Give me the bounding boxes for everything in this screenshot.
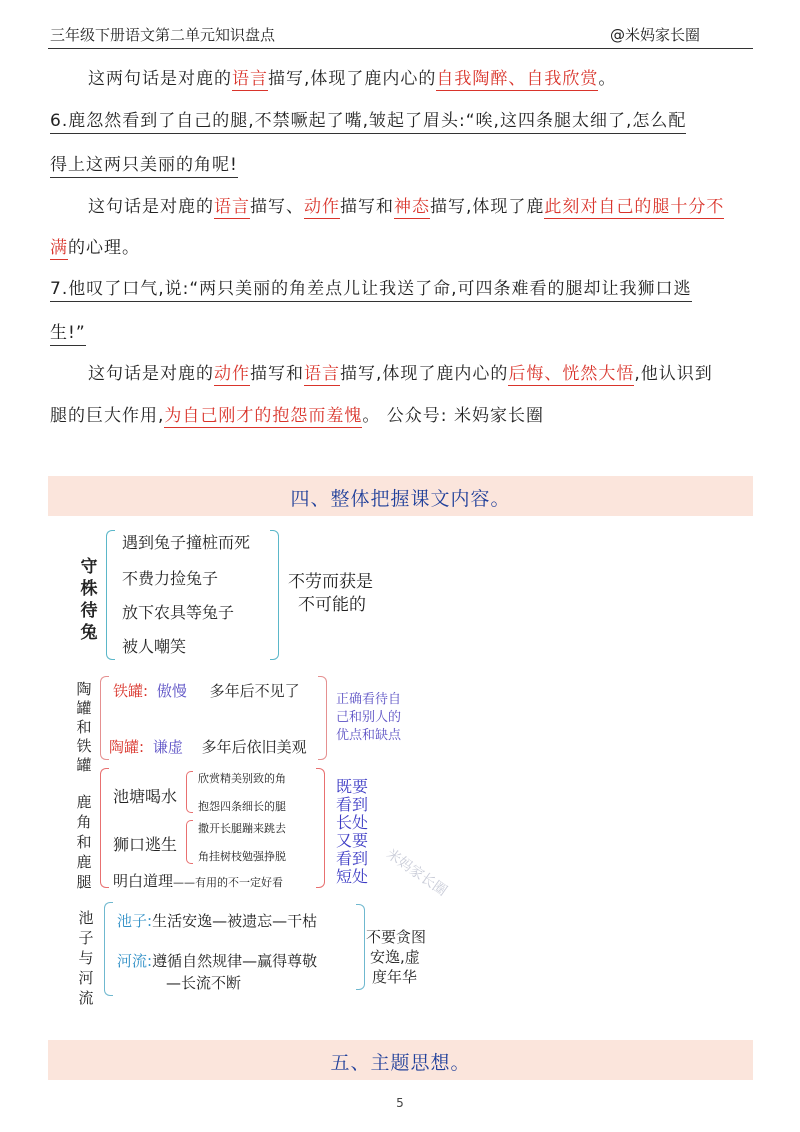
taoguan-result: 优点和缺点 — [336, 728, 402, 743]
river-row — [117, 950, 317, 971]
lujiao-result: 既要看到长处又要看到短处 — [336, 777, 369, 886]
keyword: 动作 — [214, 364, 250, 384]
pool-label: 池子: — [117, 912, 153, 930]
quote-text: 生!” — [50, 323, 86, 346]
para3-text: 这句话是对鹿的 — [88, 364, 214, 384]
para1-text: 描写,体现了鹿内心的 — [268, 69, 437, 89]
header-account: @米妈家长圈 — [609, 26, 700, 44]
keyword: 神态 — [394, 197, 430, 217]
chizi-title: 池子与河流 — [78, 909, 94, 1007]
para-1 — [88, 64, 616, 89]
item-6-line1 — [50, 106, 686, 131]
item-7-line1 — [50, 274, 692, 299]
keyword: 动作 — [304, 197, 340, 217]
para1-text: 这两句话是对鹿的 — [88, 69, 232, 89]
tao-trait: 谦虚 — [152, 738, 183, 756]
keyword: 语言 — [232, 69, 268, 89]
quote-text: 7.他叹了口气,说:“两只美丽的角差点儿让我送了命,可四条难看的腿却让我狮口逃 — [50, 279, 692, 302]
lu-b2: 角挂树枝勉强挣脱 — [198, 850, 286, 863]
para2-text: 这句话是对鹿的 — [88, 197, 214, 217]
lu-c-row — [113, 870, 283, 891]
chizi-result: 安逸,虚 — [370, 948, 420, 966]
para-2-line1 — [88, 192, 724, 217]
para3-text: 描写和 — [250, 364, 304, 384]
taoguan-result: 己和别人的 — [336, 710, 402, 725]
left-brace — [104, 902, 113, 996]
river-text: 遵循自然规律—赢得尊敬 — [152, 952, 318, 970]
keyword: 语言 — [214, 197, 250, 217]
tao-end: 多年后依旧美观 — [201, 738, 307, 756]
river-text-2: —长流不断 — [166, 974, 242, 992]
para3-text: 。 公众号: 米妈家长圈 — [362, 406, 544, 426]
lu-c: 明白道理 — [113, 872, 174, 890]
lu-a1: 欣赏精美别致的角 — [198, 772, 286, 785]
right-brace — [318, 676, 327, 760]
sub-brace — [186, 771, 193, 813]
shouzhu-item: 放下农具等兔子 — [122, 603, 235, 622]
lu-b1: 撒开长腿蹦来跳去 — [198, 822, 286, 835]
sub-brace — [186, 820, 193, 864]
right-brace — [356, 904, 365, 990]
shouzhu-title: 守株待兔 — [80, 557, 98, 643]
chizi-result: 度年华 — [372, 968, 418, 986]
keyword: 为自己刚才的抱怨而羞愧 — [164, 406, 363, 426]
page-number: 5 — [396, 1096, 404, 1110]
section-5-bar — [48, 1040, 753, 1080]
para-3-line2 — [50, 401, 544, 426]
pool-text: 生活安逸—被遗忘—干枯 — [152, 912, 318, 930]
keyword: 自我陶醉、自我欣赏 — [436, 69, 599, 89]
para-2-line2 — [50, 233, 140, 258]
keyword: 后悔、恍然大悟 — [508, 364, 635, 384]
shouzhu-item: 被人嘲笑 — [122, 637, 187, 656]
para3-text: ,他认识到 — [634, 364, 713, 384]
tie-end: 多年后不见了 — [209, 682, 300, 700]
left-brace — [100, 768, 109, 888]
section-4-bar — [48, 476, 753, 516]
para3-text: 描写,体现了鹿内心的 — [340, 364, 509, 384]
para1-text: 。 — [598, 69, 617, 89]
shouzhu-item: 遇到兔子撞桩而死 — [122, 533, 251, 552]
tie-trait: 傲慢 — [156, 682, 187, 700]
keyword: 语言 — [304, 364, 340, 384]
taoguan-result: 正确看待自 — [336, 692, 402, 707]
para2-text: 的心理。 — [68, 238, 140, 258]
quote-text: 6.鹿忽然看到了自己的腿,不禁噘起了嘴,皱起了眉头:“唉,这四条腿太细了,怎么配 — [50, 111, 686, 134]
chizi-result: 不要贪图 — [366, 928, 427, 946]
lu-a2: 抱怨四条细长的腿 — [198, 800, 286, 813]
lujiao-title: 鹿角和鹿腿 — [76, 793, 92, 891]
lu-c1: ——有用的不一定好看 — [173, 876, 284, 889]
header-title: 三年级下册语文第二单元知识盘点 — [50, 26, 276, 44]
tao-row — [109, 736, 307, 757]
tie-label: 铁罐: — [113, 682, 149, 700]
lu-b: 狮口逃生 — [113, 835, 178, 854]
item-7-line2 — [50, 318, 86, 343]
para2-text: 描写和 — [340, 197, 394, 217]
para2-text: 描写,体现了鹿 — [430, 197, 545, 217]
left-brace — [106, 530, 115, 660]
item-6-line2 — [50, 150, 238, 175]
shouzhu-result: 不可能的 — [298, 595, 366, 615]
keyword: 此刻对自己的腿十分不 — [544, 197, 725, 217]
right-brace — [270, 530, 279, 660]
section-4-title: 四、整体把握课文内容。 — [290, 488, 511, 510]
river-label: 河流: — [117, 952, 153, 970]
para3-text: 腿的巨大作用, — [50, 406, 165, 426]
tie-row — [113, 680, 300, 701]
pool-row — [117, 910, 317, 931]
para2-text: 描写、 — [250, 197, 304, 217]
taoguan-title: 陶罐和铁罐 — [76, 680, 92, 774]
para-3-line1 — [88, 359, 713, 384]
section-5-title: 五、主题思想。 — [330, 1052, 471, 1074]
shouzhu-result: 不劳而获是 — [288, 572, 373, 592]
tao-label: 陶罐: — [109, 738, 145, 756]
shouzhu-item: 不费力捡兔子 — [122, 569, 219, 588]
watermark: 米妈家长圈 — [383, 846, 450, 900]
left-brace — [100, 676, 109, 760]
quote-text: 得上这两只美丽的角呢! — [50, 155, 238, 178]
keyword: 满 — [50, 238, 68, 258]
header-divider — [48, 48, 753, 49]
lu-a: 池塘喝水 — [113, 787, 178, 806]
right-brace — [316, 768, 325, 888]
